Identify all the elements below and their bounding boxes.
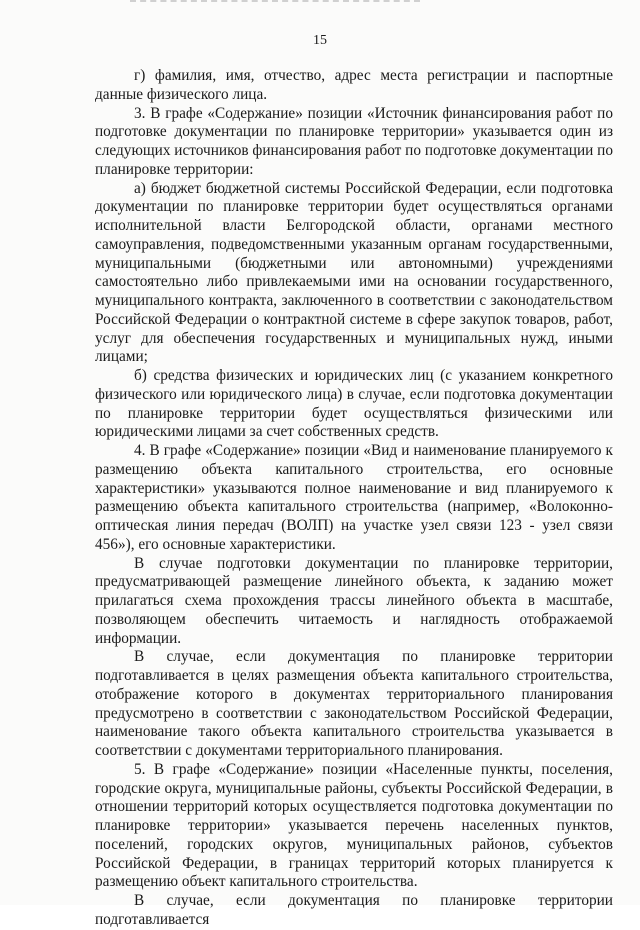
page-number: 15 [313,33,327,48]
paragraph-section-3: 3. В графе «Содержание» позиции «Источник финансирования работ по подготовке документации по планировке территории» указывается один из следующих источников финансирования работ по подготовке документации по планировке территории: [95,104,614,178]
paragraph-section-5: 5. В графе «Содержание» позиции «Населенные пункты, поселения, городские округа, муниципальные районы, субъекты Российской Федерации, в отношении территорий которых осуществляется подготовка документации по планировке территории» указывается перечень населенных пунктов, поселений, городских округов, муниципальных районов, субъектов Российской Федерации, в границах территорий которых планируется к размещению объект капитального строительства. [95,760,613,891]
paragraph-item-b: б) средства физических и юридических лиц (с указанием конкретного физического или юридического лица) в случае, если подготовка документации по планировке территории будет осуществляться физическими или юридическими лицами за счет собственных средств. [95,367,613,441]
paragraph-item-g: г) фамилия, имя, отчество, адрес места регистрации и паспортные данные физического лица. [95,67,613,103]
paragraph-item-a: а) бюджет бюджетной системы Российской Федерации, если подготовка документации по планировке территории будет осуществляться органами исполнительной власти Белгородской области, органами местного самоуправления, подведомственными указанным органам государственными, муниципальными (бюджетными или автономными) учреждениями самостоятельно либо привлекаемыми ими на основании государственного, муниципального контракта, заключенного в соответствии с законодательством Российской Федерации о контрактной системе в сфере закупок товаров, работ, услуг для обеспечения государственных и муниципальных нужд, иными лицами; [95,179,613,366]
paragraph-territorial-planning: В случае, если документация по планировке территории подготавливается в целях размещения объекта капитального строительства, отображение которого в документах территориального планирования предусмотрено в соответствии с законодательством Российской Федерации, наименование такого объекта капитального строительства указывается в соответствии с документами территориального планирования. [95,648,613,759]
paragraph-continuation: В случае, если документация по планировке территории подготавливается [95,892,613,928]
scan-edge-artifact [130,0,420,5]
document-body [95,67,613,930]
paragraph-linear-object: В случае подготовки документации по планировке территории, предусматривающей размещение линейного объекта, к заданию может прилагаться схема прохождения трассы линейного объекта в масштабе, позволяющем обеспечить читаемость и наглядность отображаемой информации. [95,554,613,647]
paragraph-section-4: 4. В графе «Содержание» позиции «Вид и наименование планируемого к размещению объекта капитального строительства, его основные характеристики» указываются полное наименование и вид планируемого к размещению объекта капитального строительства (например, «Волоконно-оптическая линия передач (ВОЛП) на участке узел связи 123 - узел связи 456»), его основные характеристики. [95,442,613,553]
